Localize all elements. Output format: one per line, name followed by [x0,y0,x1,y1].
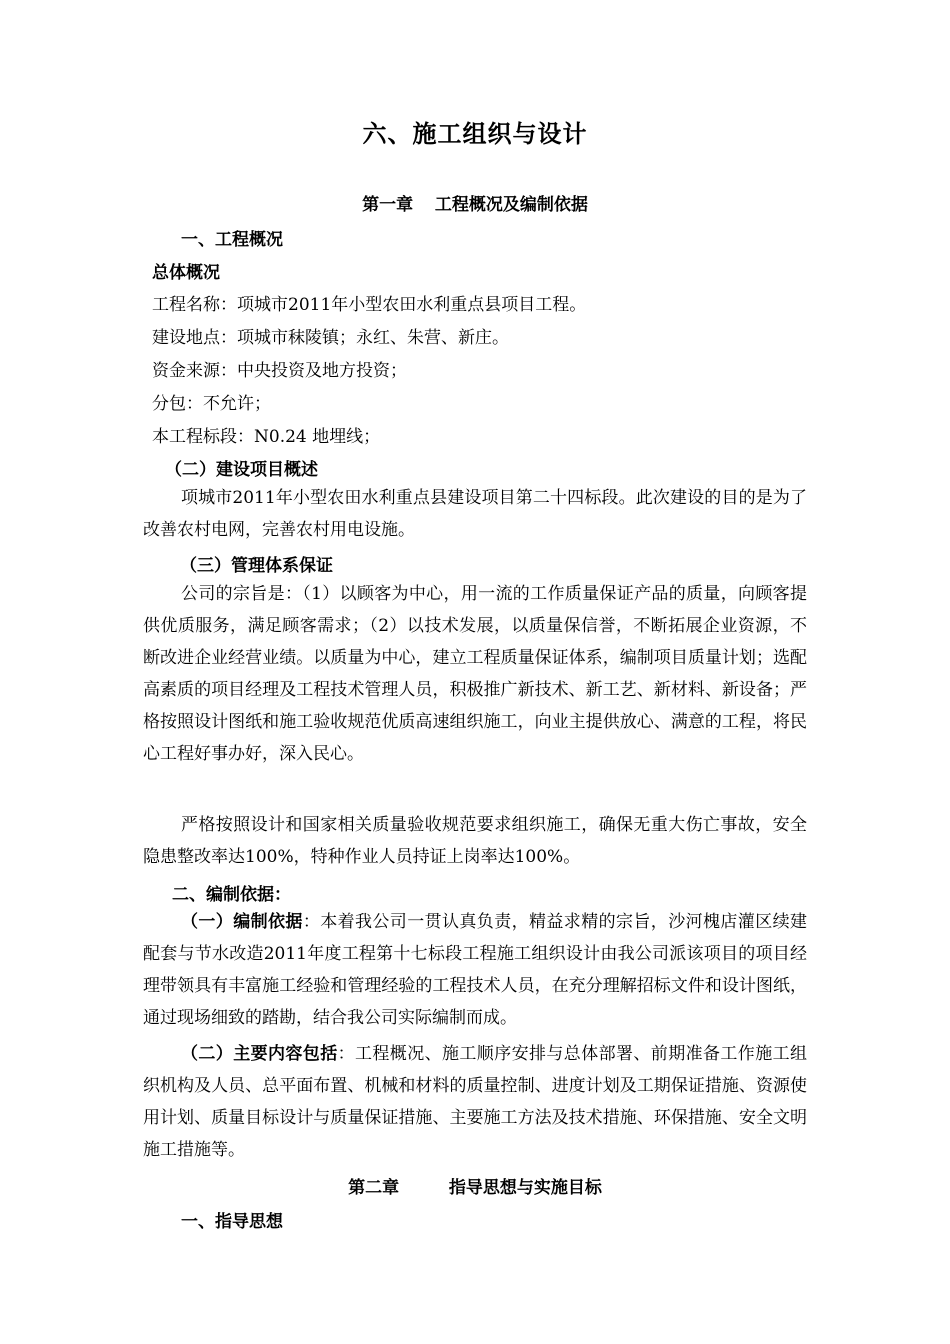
management-system-paragraph-1: 公司的宗旨是：（1）以顾客为中心，用一流的工作质量保证产品的质量，向顾客提供优质服务，满足顾客需求；（2）以技术发展，以质量保信誉，不断拓展企业资源，不断改进企业经营业绩。以质量为中心，建立工程质量保证体系，编制项目质量计划；选配高素质的项目经理及工程技术管理人员，积极推广新技术、新工艺、新材料、新设备；严格按照设计图纸和施工验收规范优质高速组织施工，向业主提供放心、满意的工程，将民心工程好事办好，深入民心。 [143,584,807,764]
bid-section-line: 本工程标段：N0.24 地埋线； [152,427,381,447]
project-summary-heading: （二）建设项目概述 [165,460,318,480]
project-name-line: 工程名称：项城市2011年小型农田水利重点县项目工程。 [152,295,587,315]
construction-location-line: 建设地点：项城市秣陵镇；永红、朱营、新庄。 [152,328,509,348]
chapter-1-title: 工程概况及编制依据 [434,195,588,215]
project-summary-paragraph: 项城市2011年小型农田水利重点县建设项目第二十四标段。此次建设的目的是为了改善农村电网，完善农村用电设施。 [143,488,807,540]
chapter-2-title: 指导思想与实施目标 [448,1178,602,1198]
chapter-1-label: 第一章 [362,195,414,215]
overall-overview-heading: 总体概况 [152,263,220,283]
section-basis-heading: 二、编制依据： [172,885,291,905]
main-content-paragraph [143,1038,807,1166]
section-project-overview-heading: 一、工程概况 [181,230,283,250]
management-system-paragraph-2: 严格按照设计和国家相关质量验收规范要求组织施工，确保无重大伤亡事故，安全隐患整改率达100%，特种作业人员持证上岗率达100%。 [143,815,807,867]
funding-source-line: 资金来源：中央投资及地方投资； [152,361,407,381]
guiding-ideology-heading: 一、指导思想 [181,1212,283,1232]
management-system-heading: （三）管理体系保证 [180,556,333,576]
document-title: 六、施工组织与设计 [362,120,588,148]
main-content-text: ：工程概况、施工顺序安排与总体部署、前期准备工作施工组织机构及人员、总平面布置、机械和材料的质量控制、进度计划及工期保证措施、资源使用计划、质量目标设计与质量保证措施、主要施工方法及技术措施、环保措施、安全文明施工措施等。 [143,1044,808,1160]
basis-text: ：本着我公司一贯认真负责，精益求精的宗旨，沙河槐店灌区续建配套与节水改造2011年度工程第十七标段工程施工组织设计由我公司派该项目的项目经理带领具有丰富施工经验和管理经验的工程技术人员，在充分理解招标文件和设计图纸，通过现场细致的踏勘，结合我公司实际编制而成。 [143,912,808,1028]
basis-label: （一）编制依据 [181,912,303,932]
chapter-2-heading [0,1173,950,1198]
chapter-2-label: 第二章 [348,1178,400,1198]
basis-paragraph [143,906,807,1034]
main-content-label: （二）主要内容包括 [181,1044,338,1064]
chapter-1-heading [0,190,950,215]
subcontract-line: 分包：不允许； [152,394,271,414]
